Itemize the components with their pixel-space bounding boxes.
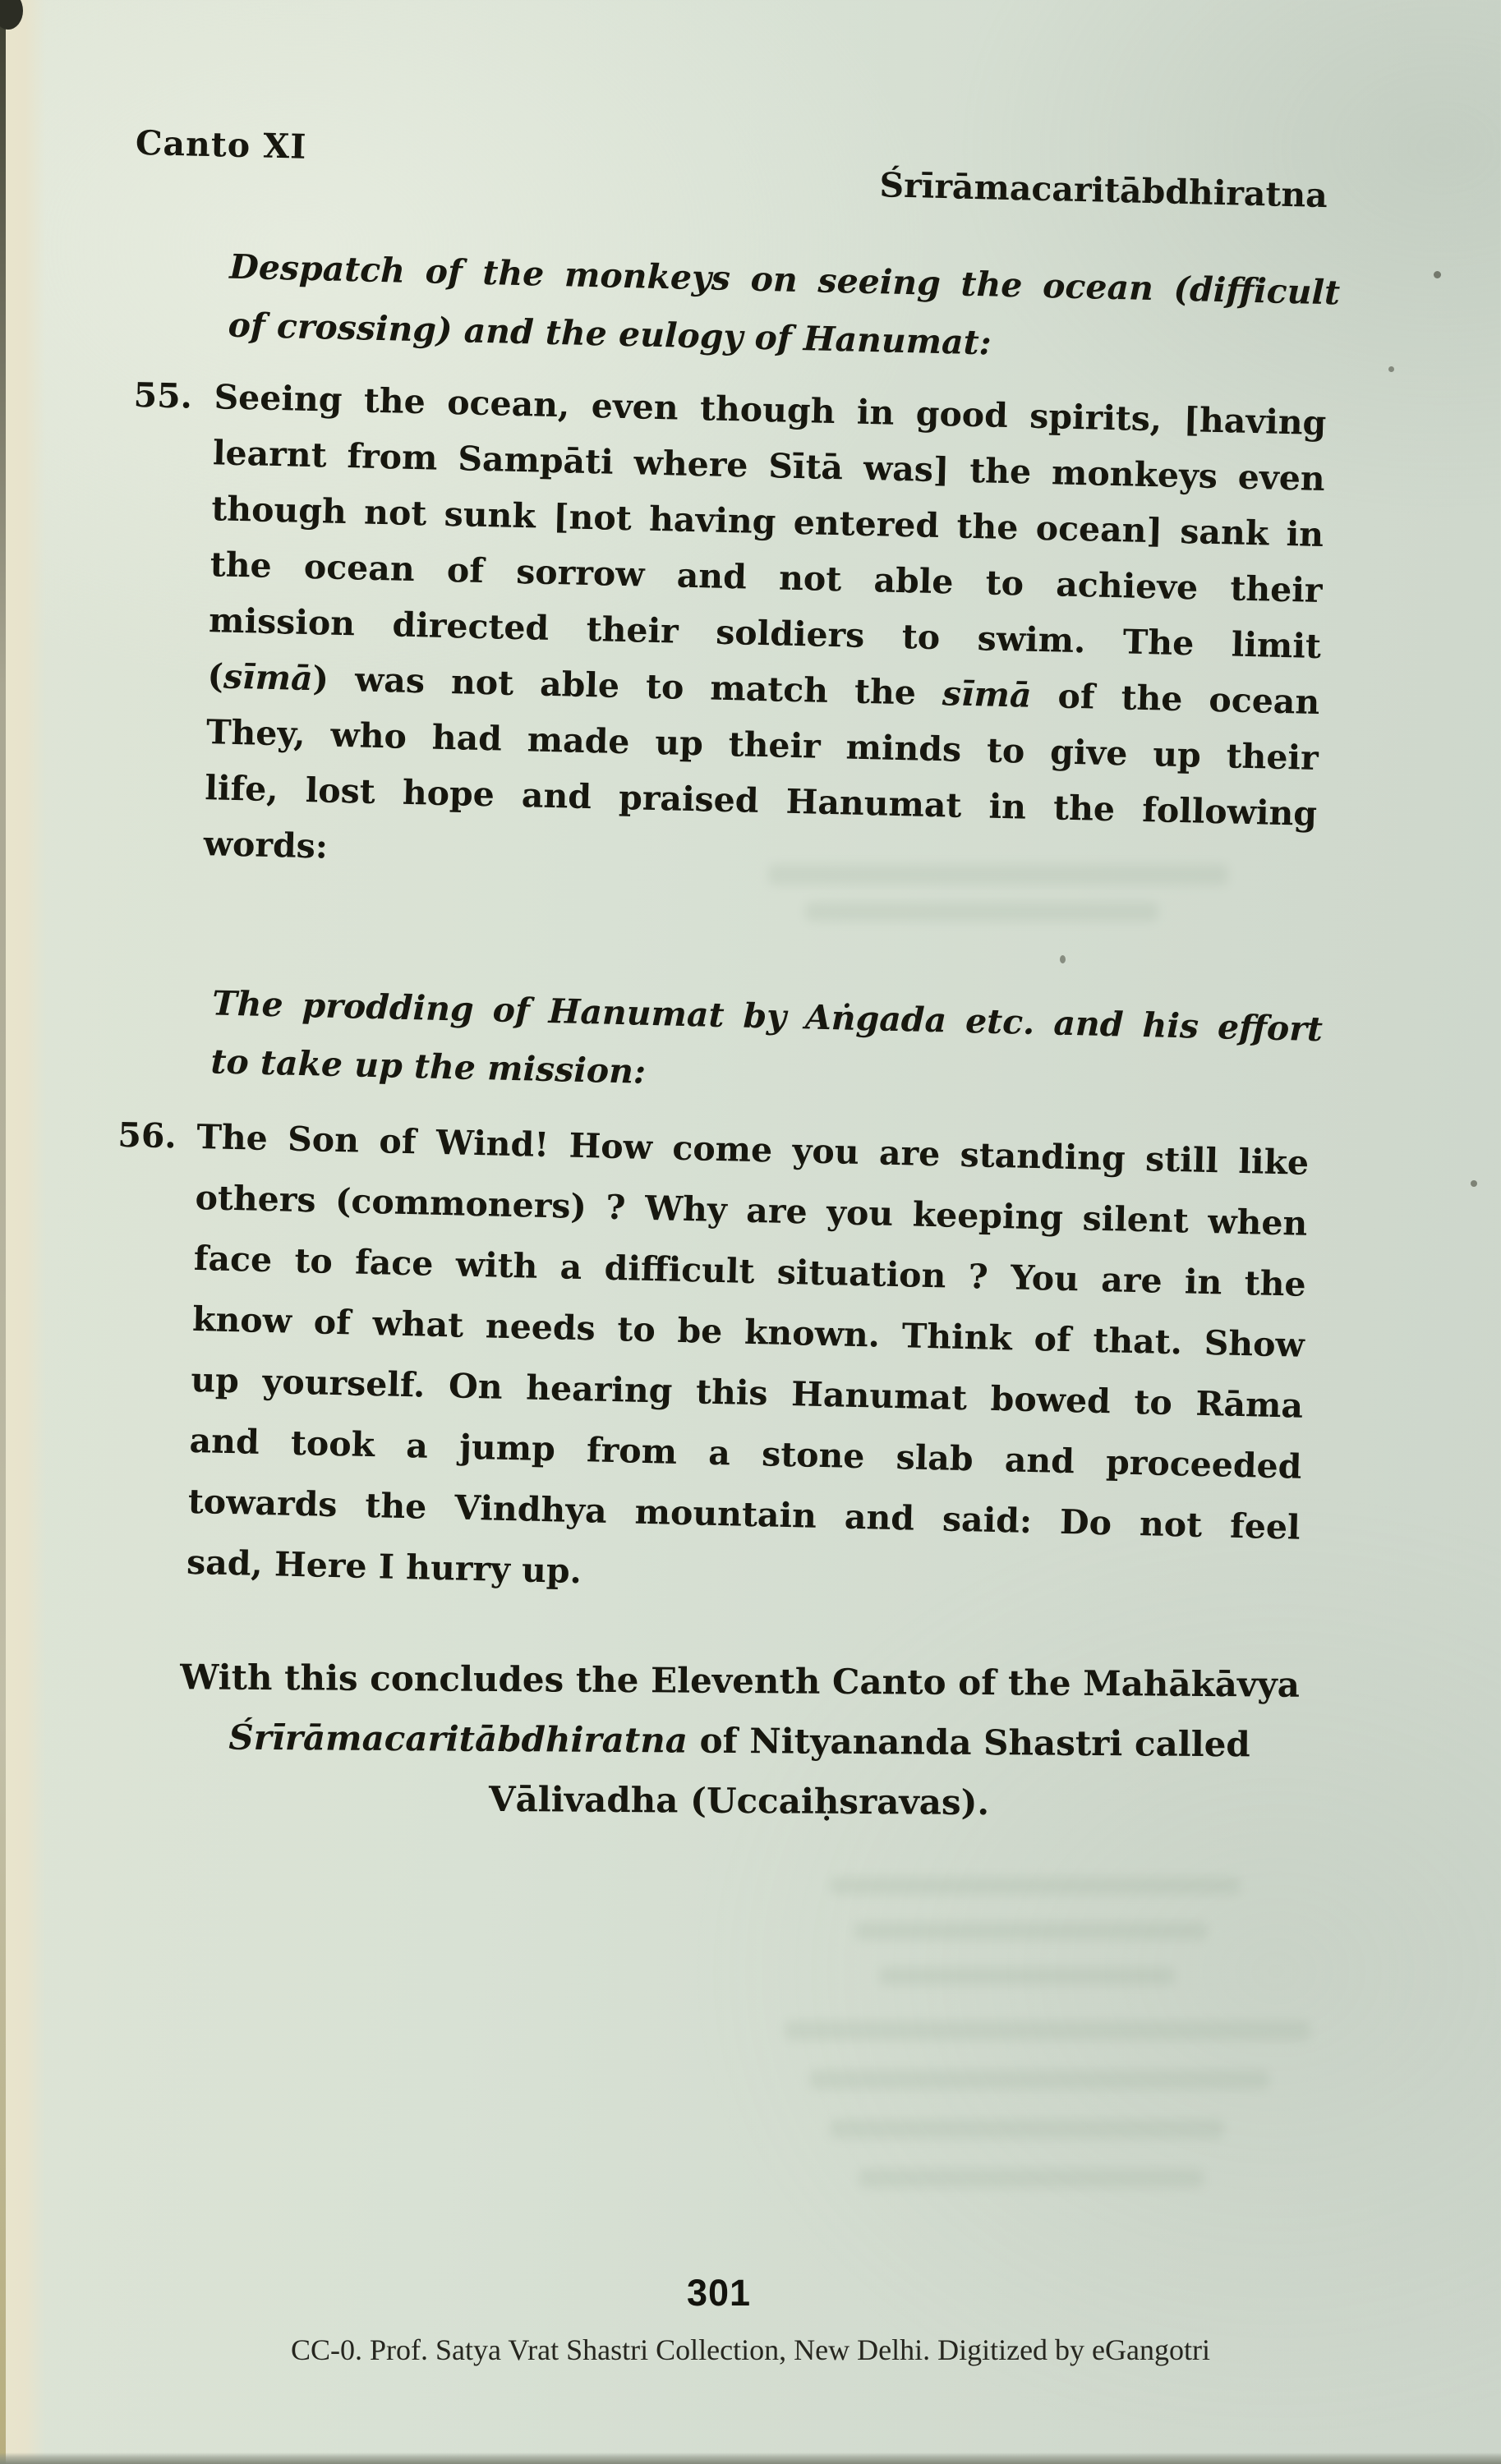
text-line: (sīmā) was not able to match the sīmā of the ocean: [207, 656, 1320, 723]
bleed-through-text: [854, 1922, 1208, 1940]
bleed-through-text: [830, 2119, 1224, 2139]
text-line: others (commoners) ? Why are you keeping silent when: [195, 1177, 1308, 1243]
text-line: mission directed their soldiers to swim. The limit: [208, 600, 1322, 667]
text-line: Seeing the ocean, even though in good spirits, [having: [214, 377, 1327, 444]
text-line: though not sunk [not having entered the ocean] sank in: [210, 489, 1324, 555]
text-line: Vālivadha (Uccaiḥsravas).: [488, 1778, 990, 1823]
text-line: life, lost hope and praised Hanumat in the following: [204, 768, 1318, 834]
text-line: learnt from Sampāti where Sītā was] the monkeys even: [212, 433, 1326, 499]
bleed-through-text: [785, 2020, 1310, 2040]
text-line: face to face with a difficult situation ? You are in the: [193, 1238, 1307, 1304]
text-line: They, who had made up their minds to give up their: [205, 712, 1319, 779]
book-title-header: Śrīrāmacaritābdhiratna: [879, 165, 1328, 216]
running-header: [134, 123, 1328, 225]
text-line: the ocean of sorrow and not able to achieve their: [209, 545, 1324, 611]
verse-number: 55.: [133, 375, 193, 416]
text-line: Despatch of the monkeys on seeing the ocean (difficult: [228, 246, 1341, 313]
text-line: to take up the mission:: [210, 1041, 647, 1092]
canto-header: Canto XI: [135, 122, 307, 167]
text-line: The Son of Wind! How come you are standing still like: [196, 1116, 1310, 1183]
text-line: sad, Here I hurry up.: [186, 1542, 582, 1592]
text-line: and took a jump from a stone slab and proceeded: [189, 1420, 1302, 1487]
text-line: of crossing) and the eulogy of Hanumat:: [228, 305, 992, 363]
text-line: towards the Vindhya mountain and said: Do not feel: [187, 1481, 1301, 1547]
bleed-through-text: [879, 1967, 1175, 1985]
text-line: The prodding of Hanumat by Aṅgada etc. and his effort: [211, 983, 1324, 1050]
page-number: 301: [686, 2272, 752, 2314]
page-bottom-edge: [0, 2453, 1501, 2464]
digitization-credit: CC-0. Prof. Satya Vrat Shastri Collection, New Delhi. Digitized by eGangotri: [291, 2333, 1210, 2366]
verse-translation: [186, 1117, 1310, 1630]
section-heading-prodding: [209, 983, 1323, 1126]
text-line: With this concludes the Eleventh Canto of the Mahākāvya: [180, 1657, 1301, 1705]
text-line: up yourself. On hearing this Hanumat bowed to Rāma: [190, 1359, 1304, 1426]
text-line: words:: [203, 824, 329, 867]
verse-translation: [203, 377, 1327, 906]
text-line: know of what needs to be known. Think of that. Show: [191, 1299, 1305, 1365]
text-line: Śrīrāmacaritābdhiratna of Nityananda Shastri called: [228, 1717, 1250, 1765]
bleed-through-text: [859, 2168, 1204, 2188]
bleed-through-text: [830, 1877, 1241, 1895]
canto-colophon: [98, 1657, 1380, 1846]
verse-number: 56.: [117, 1115, 177, 1156]
section-heading-despatch: [228, 247, 1341, 390]
bleed-through-text: [809, 2070, 1269, 2089]
